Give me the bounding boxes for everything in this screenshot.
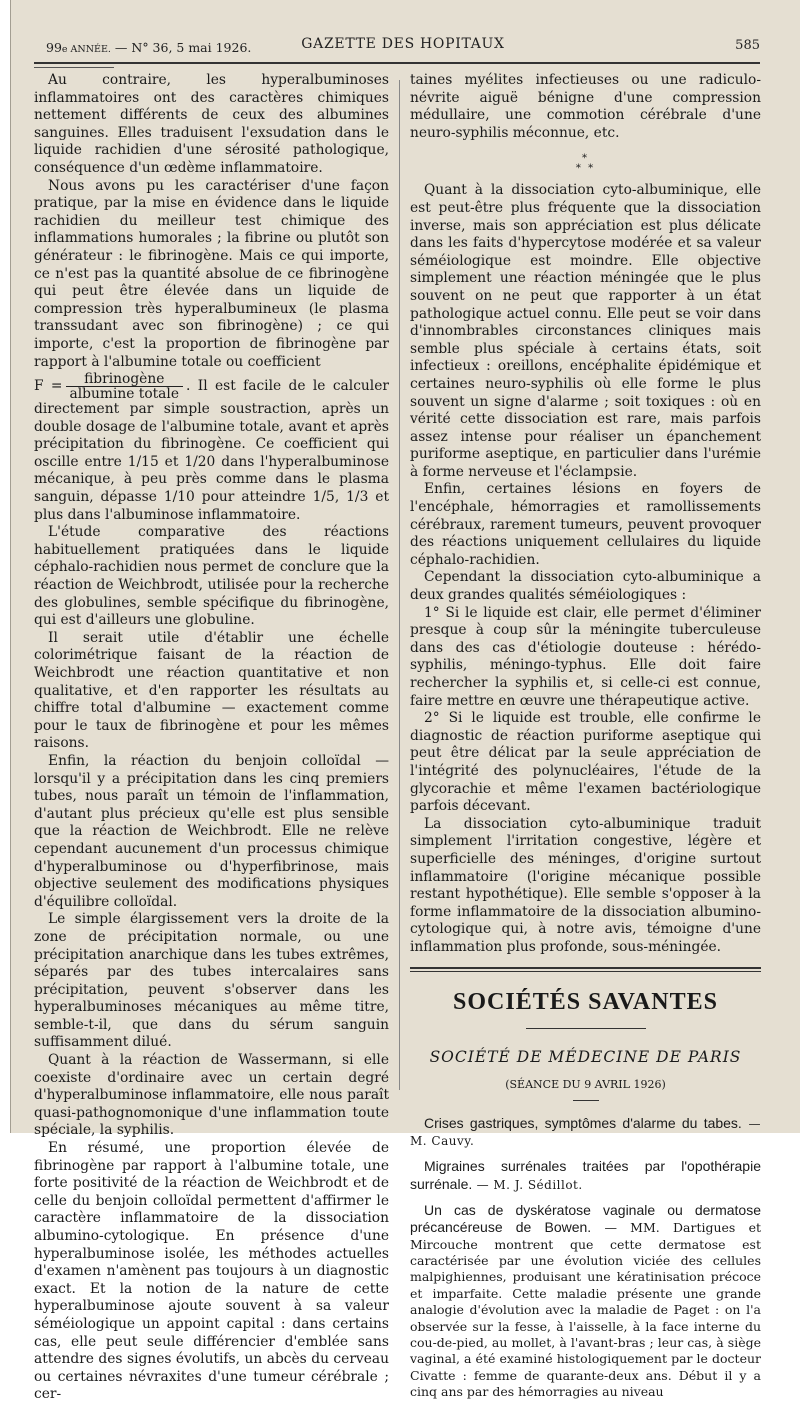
report-item: [410, 1115, 761, 1150]
paragraph: L'étude comparative des réactions habituellement pratiquées dans le liquide céphalo-rachidien nous permet de conclure que la réaction de Weichbrodt, utilisée pour la recherche des globulines, semble spécifique du fibrinogène, qui est d'ailleurs une globuline.: [34, 524, 389, 629]
section-rule-thin: [410, 971, 761, 972]
session-date: (SÉANCE DU 9 AVRIL 1926): [505, 1078, 666, 1092]
paragraph: Le simple élargissement vers la droite de la zone de précipitation normale, ou une précipitation anarchique dans les tubes extrêmes, séparés par des tubes intercalaires sans précipitation, peuvent s'observer dans les hyperalbuminoses mécaniques au même titre, semble-t-il, que dans du sérum sanguin suffisamment dilué.: [34, 911, 389, 1051]
newspaper-page: [10, 0, 800, 1403]
paragraph: 1° Si le liquide est clair, elle permet d'éliminer presque à coup sûr la méningite tuberculeuse dans des cas d'étiologie douteuse : hérédo-syphilis, méningo-typhus. Elle doit faire rechercher la syphilis et, si celle-ci est connue, faire mettre en œuvre une thérapeutique active.: [410, 604, 761, 709]
star-top: *: [582, 153, 589, 165]
society-name: SOCIÉTÉ DE MÉDECINE DE PARIS: [429, 1047, 742, 1066]
report-item: [410, 1202, 761, 1401]
title-underline: [526, 1028, 646, 1029]
page-number: 585: [735, 38, 760, 53]
formula-paragraph: [34, 372, 389, 524]
star-bottom: * *: [575, 163, 596, 175]
paragraph: Au contraire, les hyperalbuminoses inflammatoires ont des caractères chimiques nettement différents de ceux des albumines sanguines. Elles traduisent l'exsudation dans le liquide rachidien d'une sérosité pathologique, conséquence d'un œdème inflammatoire.: [34, 72, 389, 176]
header-rule-thin: [34, 67, 114, 68]
fraction: [66, 372, 184, 401]
page-header: [46, 36, 760, 56]
paragraph: La dissociation cyto-albuminique traduit simplement l'irritation congestive, légère et superficielle des méninges, d'origine surtout inflammatoire (l'origine mécanique possible restant hypothétique). Elle semble s'opposer à la forme inflammatoire de la dissociation albumino-cytologique qui, à notre avis, témoigne d'une inflammation plus profonde, sous-méningée.: [410, 815, 761, 955]
paragraph: Nous avons pu les caractériser d'une façon pratique, par la mise en évidence dans le liquide rachidien du meilleur test chimique des inflammations humorales ; la fibrine ou plutôt son générateur : le fibrinogène. Mais ce qui importe, ce n'est pas la quantité absolue de ce fibrinogène qui peut être élevée dans un liquide de compression très hyperalbumineux (le plasma transsudant avec son fibrinogène) ; ce qui importe, c'est la proportion de fibrinogène par rapport à l'albumine totale ou coefficient: [34, 177, 389, 370]
paragraph: En résumé, une proportion élevée de fibrinogène par rapport à l'albumine totale, une forte positivité de la réaction de Weichbrodt et de celle du benjoin colloïdal permettent d'affirmer le caractère inflammatoire de la dissociation albumino-cytologique. En présence d'une hyperalbuminose isolée, les méthodes actuelles d'examen n'amènent pas toujours à un diagnostic exact. Et la notion de la nature de cette hyperalbuminose ajoute souvent à sa valeur séméiologique un appoint capital : dans certains cas, elle peut seule différencier d'emblée sans attendre des signes évolutifs, un abcès du cerveau ou certaines névraxites d'une tumeur cérébrale ; cer-: [34, 1140, 389, 1403]
paragraph: taines myélites infectieuses ou une radiculo-névrite aiguë bénigne d'une compression médullaire, une commotion cérébrale d'une neuro-syphilis méconnue, etc.: [410, 72, 761, 141]
fraction-denominator: albumine totale: [69, 386, 179, 403]
report-author: — M. J. Sédillot.: [472, 1177, 583, 1192]
right-column: [410, 72, 761, 1400]
report-body: — MM. Dartigues et Mircouche montrent que cette dermatose est caractérisée par une évolution viciée des cellules malpighiennes, produisant une kératinisation précoce et imparfaite. Cette maladie présente une grande analogie d'évolution avec la maladie de Paget : on l'a observée sur la fesse, à l'aisselle, à la face interne du cou-de-pied, au mollet, à l'avant-bras ; leur cas, à siège vaginal, a été examiné histologiquement par le docteur Civatte : femme de quarante-deux ans. Début il y a cinq ans par des hémorragies au niveau: [410, 1220, 761, 1400]
short-rule: [573, 1100, 599, 1101]
paragraph: Quant à la réaction de Wassermann, si elle coexiste d'ordinaire avec un certain degré d'hyperalbuminose inflammatoire, elle nous paraît quasi-pathognomonique d'une inflammation toute spéciale, la syphilis.: [34, 1052, 389, 1139]
report-title: Crises gastriques, symptômes d'alarme du tabes.: [424, 1114, 742, 1131]
issue-info: 99e ANNÉE. — N° 36, 5 mai 1926.: [46, 40, 252, 55]
header-rule: [34, 62, 760, 64]
formula-lhs: F =: [34, 378, 63, 395]
fraction-numerator: fibrinogène: [66, 372, 184, 387]
paragraph: Enfin, certaines lésions en foyers de l'encéphale, hémorragies et ramollissements cérébraux, rarement tumeurs, peuvent provoquer des réactions uniquement cellulaires du liquide céphalo-rachidien.: [410, 481, 761, 568]
paragraph: Cependant la dissociation cyto-albuminique a deux grandes qualités séméiologiques :: [410, 569, 761, 604]
left-column: [34, 72, 389, 1403]
report-author: — M. Cauvy.: [410, 1116, 761, 1148]
formula-text: . Il est facile de le calculer directement par simple soustraction, après un double dosage de l'albumine totale, avant et après précipitation du fibrinogène. Ce coefficient qui oscille entre 1/15 et 1/20 dans l'hyperalbuminose mécanique, à peu près comme dans le plasma sanguin, dépasse 1/10 pour atteindre 1/5, 1/3 et plus dans l'albuminose inflammatoire.: [34, 378, 389, 523]
paragraph: Enfin, la réaction du benjoin colloïdal — lorsqu'il y a précipitation dans les cinq premiers tubes, nous paraît un témoin de l'inflammation, d'autant plus précieux qu'elle est plus sensible que la réaction de Weichbrodt. Elle ne relève cependant aucunement d'un processus chimique d'hyperalbuminose ou d'hyperfibrinose, mais objective seulement des modifications physiques d'équilibre colloïdal.: [34, 752, 389, 910]
paragraph: Il serait utile d'établir une échelle colorimétrique faisant de la réaction de Weichbrodt une réaction quantitative et non qualitative, et d'en rapporter les résultats au chiffre total d'albumine — exactement comme pour le taux de fibrinogène et pour les mêmes raisons.: [34, 629, 389, 752]
paragraph: Quant à la dissociation cyto-albuminique, elle est peut-être plus fréquente que la dissociation inverse, mais son appréciation est plus délicate dans les faits d'hypercytose modérée et sa valeur séméiologique est moindre. Elle objective simplement une réaction méningée que le plus souvent on ne peut que rapporter à un état pathologique actuel connu. Elle peut se voir dans d'innombrables circonstances cliniques mais semble plus spéciale à certains états, soit infectieux : oreillons, encéphalite épidémique et certaines neuro-syphilis où elle forme le plus souvent un signe d'alarme ; soit toxiques : où en vérité cette dissociation est rare, mais parfois assez intense pour réaliser un épanchement puriforme aseptique, en particulier dans l'urémie à forme nerveuse et l'éclampsie.: [410, 182, 761, 480]
report-item: [410, 1158, 761, 1194]
section-stars: [410, 154, 761, 174]
section-rule: [410, 967, 761, 969]
paragraph: 2° Si le liquide est trouble, elle confirme le diagnostic de réaction puriforme aseptique qui peut être délicat par la seule appréciation de l'intégrité des polynucléaires, l'étude de la glycorachie et même l'examen bactériologique parfois décevant.: [410, 710, 761, 815]
report-title: Un cas de dyskératose vaginale ou dermatose précancéreuse de Bowen.: [410, 1201, 761, 1236]
journal-title: GAZETTE DES HOPITAUX: [301, 36, 505, 52]
column-divider: [399, 80, 400, 1090]
report-title: Migraines surrénales traitées par l'opothérapie surrénale.: [410, 1157, 761, 1192]
section-title: SOCIÉTÉS SAVANTES: [453, 988, 718, 1015]
